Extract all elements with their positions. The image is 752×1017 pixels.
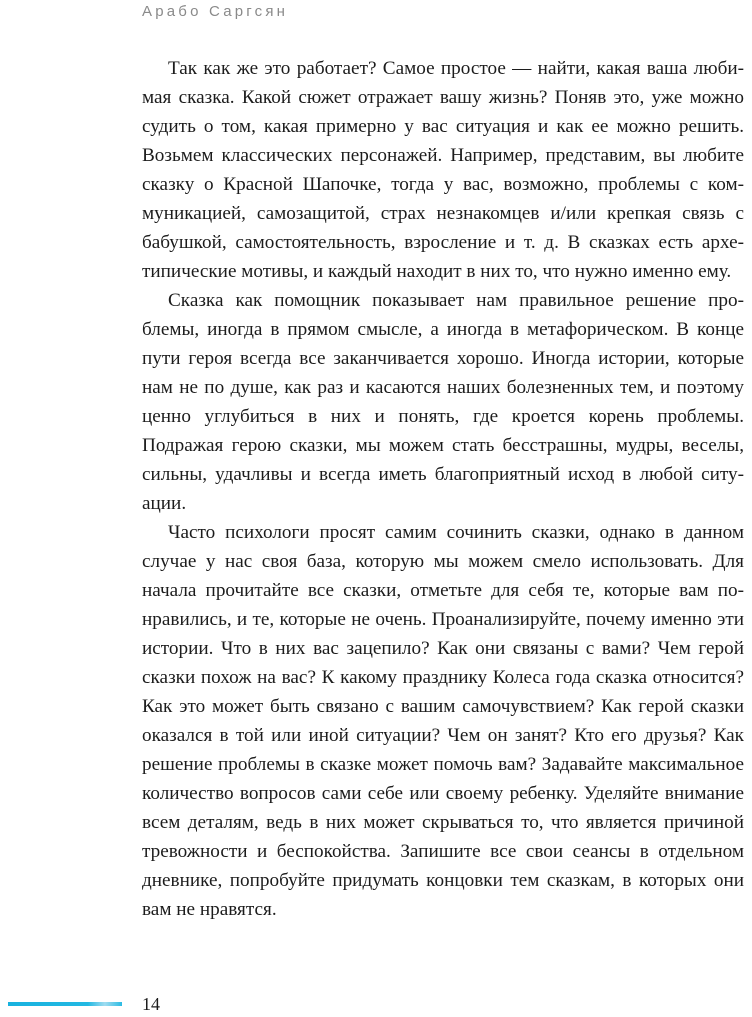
paragraph-3: Часто психологи просят самим сочинить сказки, однако в данном случае у нас своя база, которую мы можем смело использовать. Для начала прочитайте все сказки, отметьте для себя те, которые вам понравились, и те, которые не очень. Проанализируйте, почему именно эти истории. Что в них вас зацепило? Как они связаны с вами? Чем герой сказки похож на вас? К какому празднику Колеса года сказка относится? Как это может быть связано с вашим самочувствием? Как герой сказки оказался в той или иной ситуации? Чем он занят? Кто его друзья? Как решение проблемы в сказке может помочь вам? Задавайте максимальное количество вопросов сами себе или своему ребенку. Уделяйте внимание всем деталям, ведь в них может скрываться то, что является причиной тревожности и беспокойства. Запишите все свои сеансы в отдельном дневнике, попробуйте придумать концовки тем сказкам, в которых они вам не нравятся. [142, 522, 744, 920]
page-number: 14 [142, 994, 160, 1014]
running-head-author: Арабо Саргсян [142, 3, 289, 20]
body-text [142, 54, 744, 924]
paragraph-2: Сказка как помощник показывает нам правильное решение проблемы, иногда в прямом смысле, а иногда в метафорическом. В конце пути героя всегда все заканчивается хорошо. Иногда истории, которые нам не по душе, как раз и касаются наших болезненных тем, и поэтому ценно углубиться в них и понять, где кроется корень проблемы. Подражая герою сказки, мы можем стать бесстрашны, мудры, веселы, сильны, удачливы и всегда иметь благоприятный исход в любой ситуации. [142, 290, 744, 514]
page-number-accent-bar [8, 1002, 122, 1006]
paragraph-1: Так как же это работает? Самое простое — найти, какая ваша любимая сказка. Какой сюжет отражает вашу жизнь? Поняв это, уже можно судить о том, какая примерно у вас ситуация и как ее можно решить. Возьмем классических персонажей. Например, представим, вы любите сказку о Красной Шапочке, тогда у вас, возможно, проблемы с коммуникацией, самозащитой, страх незнакомцев и/или крепкая связь с бабушкой, самостоятельность, взросление и т. д. В сказках есть архетипические мотивы, и каждый находит в них то, что нужно именно ему. [142, 58, 744, 282]
